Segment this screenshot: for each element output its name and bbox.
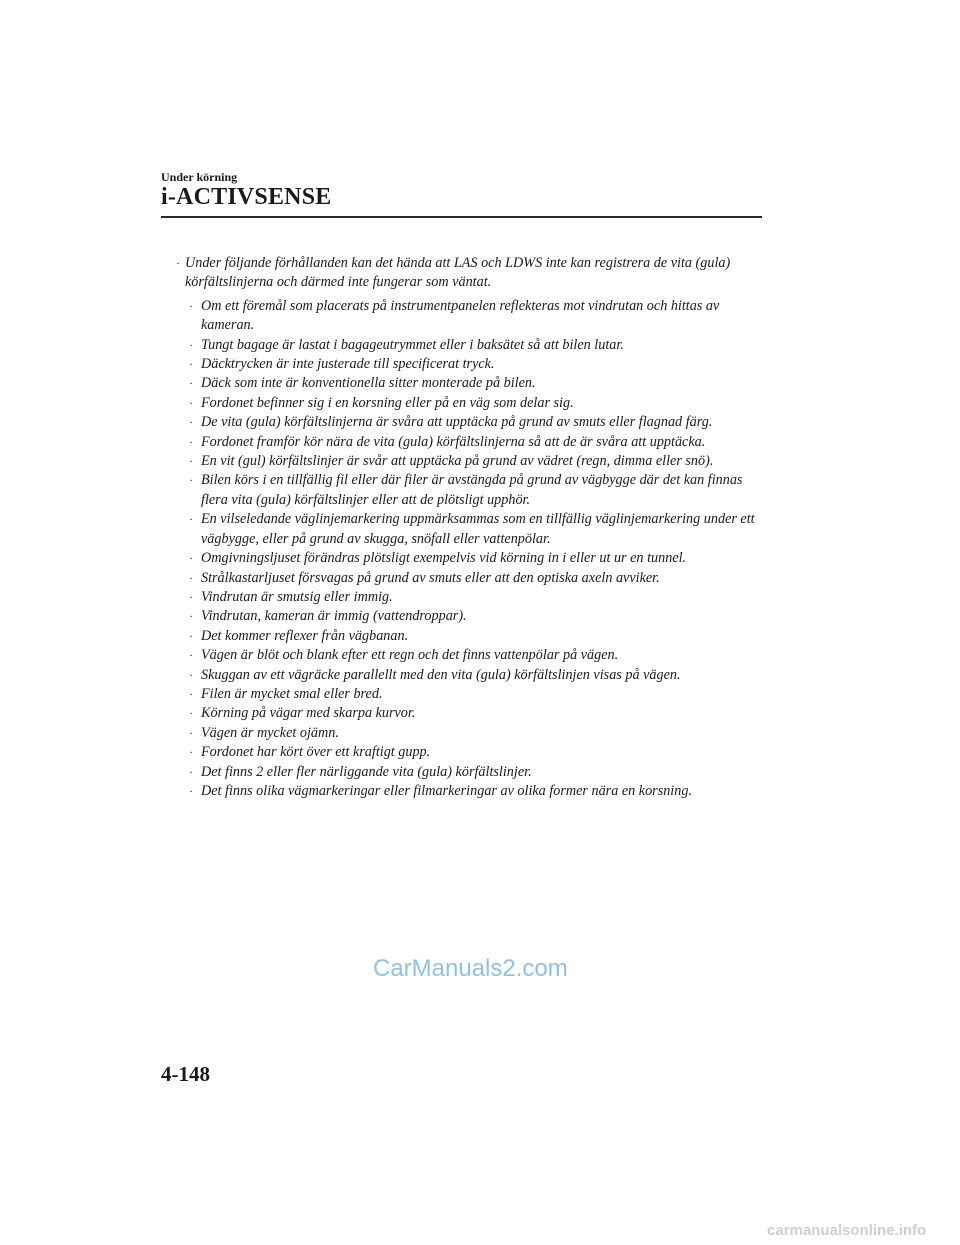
bullet-icon: · (189, 434, 193, 449)
list-item-text: Skuggan av ett vägräcke parallellt med den vita (gula) körfältslinjen visas på vägen. (201, 666, 681, 683)
bullet-icon: · (189, 706, 193, 721)
list-item-text: Bilen körs i en tillfällig fil eller där filer är avstängda på grund av vägbygge där det kan finnas flera vita (gula) körfältslinjer eller att de plötsligt upphör. (201, 472, 743, 508)
list-item-text: De vita (gula) körfältslinjerna är svåra att upptäcka på grund av smuts eller flagnad färg. (201, 414, 713, 431)
bullet-icon: · (189, 454, 193, 469)
list-item (188, 549, 768, 568)
list-item-text: Körning på vägar med skarpa kurvor. (201, 705, 416, 722)
list-item-text: Fordonet befinner sig i en korsning eller på en väg som delar sig. (201, 394, 574, 411)
bullet-icon: · (189, 686, 193, 701)
list-item-text: Vindrutan är smutsig eller immig. (201, 588, 393, 605)
intro-paragraph (168, 254, 768, 293)
header-rule (161, 216, 762, 218)
bullet-icon: · (189, 473, 193, 488)
list-item-text: Fordonet har kört över ett kraftigt gupp. (201, 744, 431, 761)
bullet-icon: · (189, 357, 193, 372)
list-item (188, 724, 768, 743)
bullet-icon: · (189, 395, 193, 410)
footer-watermark: carmanualsonline.info (767, 1222, 927, 1239)
intro-text: Under följande förhållanden kan det hända att LAS och LDWS inte kan registrera de vita (gula) körfältslinjerna och därmed inte fungerar som väntat. (185, 255, 731, 291)
list-item (188, 355, 768, 374)
list-item-text: Tungt bagage är lastat i bagageutrymmet eller i baksätet så att bilen lutar. (201, 336, 624, 353)
list-item (188, 471, 768, 510)
bullet-icon: · (189, 648, 193, 663)
list-item (188, 569, 768, 588)
bullet-icon: · (189, 551, 193, 566)
page-number: 4-148 (161, 1062, 210, 1086)
bullet-icon: · (189, 512, 193, 527)
bullet-icon: · (189, 745, 193, 760)
bullet-icon: · (189, 570, 193, 585)
list-item-text: Om ett föremål som placerats på instrumentpanelen reflekteras mot vindrutan och hittas av kameran. (201, 297, 720, 334)
list-item (188, 704, 768, 723)
list-item-text: En vit (gul) körfältslinjer är svår att upptäcka på grund av vädret (regn, dimma eller snö). (201, 453, 714, 470)
list-item (188, 666, 768, 685)
list-item (188, 510, 768, 549)
list-item (188, 627, 768, 646)
bullet-icon: · (189, 628, 193, 643)
list-item-text: Vindrutan, kameran är immig (vattendroppar). (201, 608, 467, 625)
list-item-text: Vägen är mycket ojämn. (201, 724, 339, 741)
watermark-text: CarManuals2.com (373, 955, 568, 982)
list-item (188, 743, 768, 762)
bullet-icon: · (176, 256, 180, 270)
section-title: i-ACTIVSENSE (161, 184, 332, 210)
list-item (188, 452, 768, 471)
list-item (188, 607, 768, 626)
list-item (188, 433, 768, 452)
list-item (188, 374, 768, 393)
bullet-icon: · (189, 725, 193, 740)
section-label: Under körning (161, 170, 238, 184)
bullet-icon: · (189, 337, 193, 352)
bullet-icon: · (189, 415, 193, 430)
bullet-icon: · (189, 298, 193, 313)
list-item-text: Omgivningsljuset förändras plötsligt exempelvis vid körning in i eller ut ur en tunnel. (201, 550, 687, 567)
list-item (188, 413, 768, 432)
bullet-icon: · (189, 376, 193, 391)
list-item-text: Filen är mycket smal eller bred. (201, 685, 383, 702)
list-item-text: Däcktrycken är inte justerade till specificerat tryck. (201, 356, 495, 373)
list-item (188, 588, 768, 607)
bullet-icon: · (189, 783, 193, 798)
bullet-icon: · (189, 764, 193, 779)
bullet-icon: · (189, 589, 193, 604)
list-item-text: Det finns olika vägmarkeringar eller filmarkeringar av olika former nära en korsning. (201, 782, 692, 799)
list-item (188, 782, 768, 801)
list-item (188, 763, 768, 782)
list-item (188, 685, 768, 704)
bullet-icon: · (189, 609, 193, 624)
list-item (188, 394, 768, 413)
list-item-text: Det kommer reflexer från vägbanan. (201, 627, 409, 644)
bullet-icon: · (189, 667, 193, 682)
condition-list (168, 297, 768, 802)
list-item-text: Strålkastarljuset försvagas på grund av smuts eller att den optiska axeln avviker. (201, 569, 660, 586)
list-item-text: En vilseledande väglinjemarkering uppmärksammas som en tillfällig väglinjemarkering under ett vägbygge, eller på grund av skugga, snöfall eller vattenpölar. (201, 511, 755, 547)
list-item-text: Fordonet framför kör nära de vita (gula) körfältslinjerna så att de är svåra att upptäcka. (201, 433, 706, 450)
list-item (188, 297, 768, 336)
list-item (188, 646, 768, 665)
list-item-text: Det finns 2 eller fler närliggande vita (gula) körfältslinjer. (201, 763, 532, 780)
manual-content (168, 254, 768, 801)
list-item-text: Vägen är blöt och blank efter ett regn och det finns vattenpölar på vägen. (201, 647, 619, 664)
list-item (188, 336, 768, 355)
list-item-text: Däck som inte är konventionella sitter monterade på bilen. (201, 375, 536, 392)
